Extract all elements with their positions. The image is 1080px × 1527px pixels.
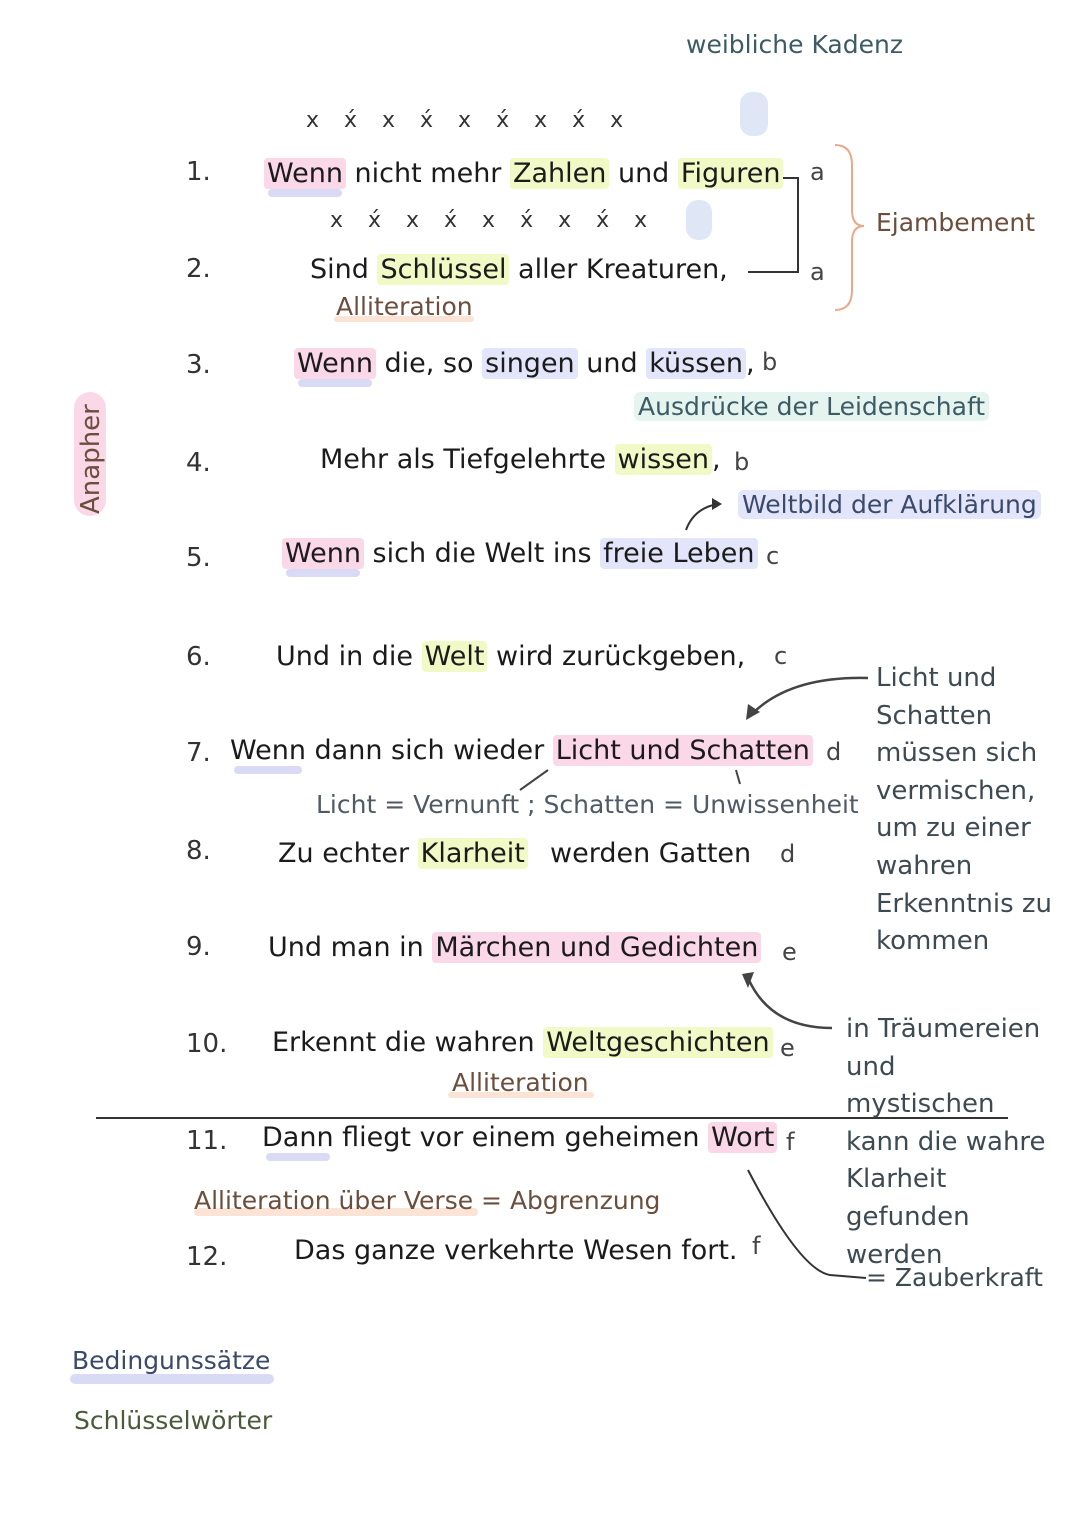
rhyme-letter-3: b — [762, 348, 778, 376]
traum-note: in Träumereien und mystischen kann die wahre Klarheit gefunden werden — [846, 1014, 1046, 1270]
verse-6: Und in die Welt wird zurückgeben, — [276, 641, 746, 672]
keyword: Märchen und Gedichten — [432, 932, 761, 963]
keyword: Zahlen — [510, 158, 609, 189]
keyword: Welt — [422, 641, 488, 672]
verse-11: Dann fliegt vor einem geheimen Wort — [262, 1122, 777, 1153]
licht-schatten-note: Licht und Schatten müssen sich vermischen, um zu einer wahren Erkenntnis zu kommen — [876, 663, 1053, 957]
zauberkraft-note: = Zauberkraft — [866, 1263, 1043, 1292]
wenn-keyword: Wenn — [282, 538, 364, 569]
keyword: freie Leben — [600, 538, 757, 569]
verse-number-11: 11. — [186, 1126, 228, 1156]
licht-arrow — [752, 678, 868, 714]
verse-number-10: 10. — [186, 1029, 228, 1059]
verse-9: Und man in Märchen und Gedichten — [268, 932, 761, 963]
ausdruecke-label: Ausdrücke der Leidenschaft — [634, 392, 989, 421]
rhyme-letter-2: a — [810, 258, 825, 286]
meter-line-2: x x́ x x́ x x́ x x́ x — [330, 208, 648, 233]
verse-number-6: 6. — [186, 642, 211, 672]
enjambement-label: Ejambement — [876, 208, 1036, 237]
wenn-keyword: Wenn — [294, 348, 376, 379]
rhyme-letter-1: a — [810, 158, 825, 186]
rhyme-letter-12: f — [752, 1232, 761, 1260]
verse-number-8: 8. — [186, 836, 211, 866]
verse-5: Wenn sich die Welt ins freie Leben — [282, 538, 758, 569]
rhyme-letter-9: e — [782, 938, 797, 966]
alliteration-label-1: Alliteration — [336, 292, 473, 321]
rhyme-letter-11: f — [786, 1128, 795, 1156]
verse-10: Erkennt die wahren Weltgeschichten — [272, 1027, 773, 1058]
verse-number-7: 7. — [186, 738, 211, 768]
rhyme-letter-8: d — [780, 840, 796, 868]
legend-bedingungssaetze: Bedingunssätze — [72, 1346, 271, 1375]
verse-4: Mehr als Tiefgelehrte wissen , — [320, 444, 721, 475]
rhyme-letter-4: b — [734, 448, 750, 476]
licht-vernunft-note: Licht = Vernunft ; Schatten = Unwissenheit — [316, 790, 859, 819]
keyword: küssen — [646, 348, 746, 379]
alliteration-verse-note: Alliteration über Verse = Abgrenzung — [194, 1186, 661, 1215]
dann-keyword: Dann — [262, 1122, 334, 1153]
rhyme-letter-10: e — [780, 1034, 795, 1062]
weibliche-kadenz-label: weibliche Kadenz — [686, 30, 903, 59]
keyword: Klarheit — [418, 838, 528, 869]
rhyme-bracket — [748, 178, 798, 272]
rhyme-letter-7: d — [826, 738, 842, 766]
keyword: Figuren — [678, 158, 784, 189]
verse-3: Wenn die, so singen und küssen , — [294, 348, 755, 379]
verse-7: Wenn dann sich wieder Licht und Schatten — [230, 735, 813, 766]
kadenz-highlight — [740, 92, 768, 136]
keyword: wissen — [615, 444, 712, 475]
verse-1: Wenn nicht mehr Zahlen und Figuren — [264, 158, 783, 189]
verse-12: Das ganze verkehrte Wesen fort. — [294, 1235, 738, 1266]
verse-2: Sind Schlüssel aller Kreaturen, — [310, 254, 728, 285]
rhyme-letter-5: c — [766, 542, 780, 570]
rhyme-letter-6: c — [774, 642, 788, 670]
legend-schluesselwoerter: Schlüsselwörter — [74, 1406, 273, 1435]
verse-number-1: 1. — [186, 157, 211, 187]
keyword: Schlüssel — [377, 254, 509, 285]
kadenz-highlight-2 — [686, 200, 712, 240]
wenn-keyword: Wenn — [264, 158, 346, 189]
alliteration-label-2: Alliteration — [452, 1068, 589, 1097]
anapher-label: Anapher — [76, 404, 106, 514]
wenn-keyword: Wenn — [230, 735, 306, 766]
keyword: Wort — [708, 1122, 777, 1153]
verse-number-2: 2. — [186, 254, 211, 284]
verse-number-9: 9. — [186, 932, 211, 962]
verse-number-4: 4. — [186, 448, 211, 478]
meter-line-1: x x́ x x́ x x́ x x́ x — [306, 108, 624, 133]
keyword: Weltgeschichten — [543, 1027, 772, 1058]
verse-8-end: werden Gatten — [550, 838, 752, 869]
traum-arrow — [748, 978, 832, 1028]
weltbild-label: Weltbild der Aufklärung — [738, 490, 1041, 519]
verse-number-5: 5. — [186, 543, 211, 573]
enjambement-brace — [835, 145, 864, 310]
verse-8: Zu echter Klarheit — [278, 838, 528, 869]
verse-number-12: 12. — [186, 1242, 228, 1272]
keyword: Licht und Schatten — [553, 735, 813, 766]
keyword: singen — [482, 348, 578, 379]
verse-number-3: 3. — [186, 350, 211, 380]
